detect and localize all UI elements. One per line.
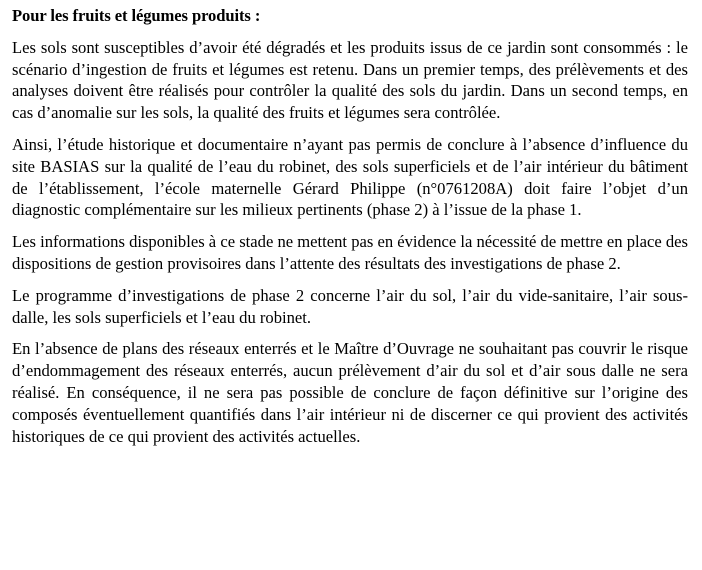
paragraph-limitations: En l’absence de plans des réseaux enterrés et le Maître d’Ouvrage ne souhaitant pas couvrir le risque d’endommagement des réseaux enterrés, aucun prélèvement d’air du sol et d’air sous dalle ne sera réalisé. En conséquence, il ne sera pas possible de conclure de façon définitive sur l’origine des composés éventuellement quantifiés dans l’air intérieur ni de discerner ce qui provient des activités historiques de ce qui provient des activités actuelles. <box>12 339 688 446</box>
paragraph-provisional-measures: Les informations disponibles à ce stade ne mettent pas en évidence la nécessité de mettre en place des dispositions de gestion provisoires dans l’attente des résultats des investigations de phase 2. <box>12 232 688 273</box>
paragraph-fruits-vegetables-scenario: Les sols sont susceptibles d’avoir été dégradés et les produits issus de ce jardin sont consommés : le scénario d’ingestion de fruits et légumes est retenu. Dans un premier temps, des prélèvements et des analyses doivent être réalisés pour contrôler la qualité des sols du jardin. Dans un second temps, en cas d’anomalie sur les sols, la qualité des fruits et légumes sera contrôlée. <box>12 37 688 123</box>
paragraph-investigation-program: Le programme d’investigations de phase 2 concerne l’air du sol, l’air du vide-sanitaire, l’air sous-dalle, les sols superficiels et l’eau du robinet. <box>12 285 688 327</box>
paragraph-phase2-diagnostic: Ainsi, l’étude historique et documentaire n’ayant pas permis de conclure à l’absence d’influence du site BASIAS sur la qualité de l’eau du robinet, des sols superficiels et de l’air intérieur du bâtiment de l’établissement, l’école maternelle Gérard Philippe (n°0761208A) doit faire l’objet d’un diagnostic complémentaire sur les milieux pertinents (phase 2) à l’issue de la phase 1. <box>12 134 688 220</box>
section-heading: Pour les fruits et légumes produits : <box>12 6 261 25</box>
